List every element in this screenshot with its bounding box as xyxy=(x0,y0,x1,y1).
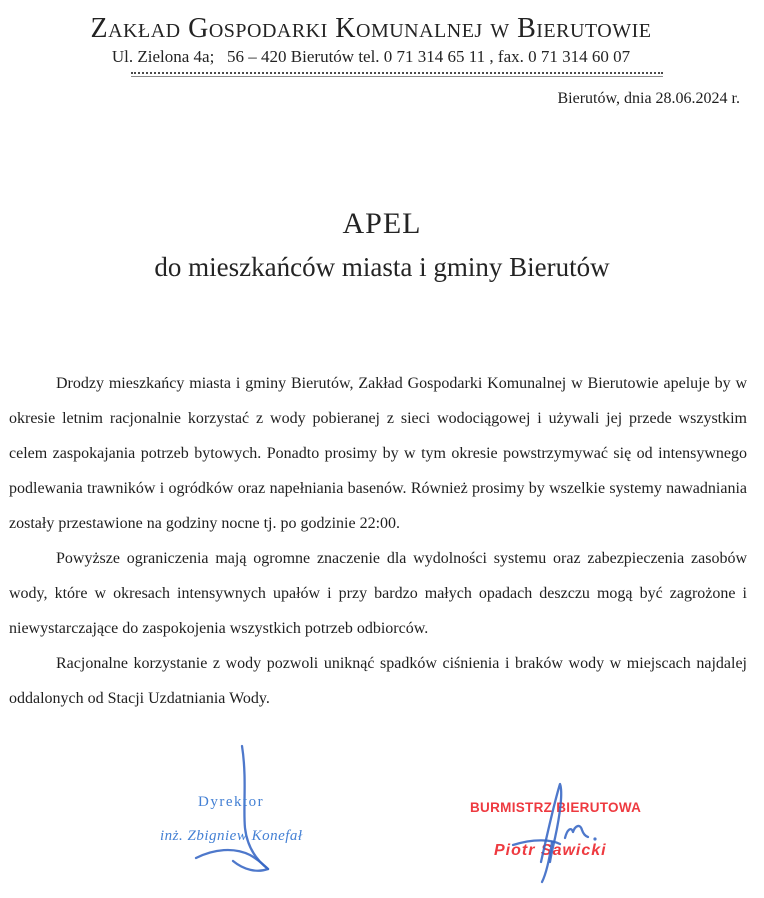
letterhead xyxy=(0,12,753,68)
mayor-role-stamp: BURMISTRZ BIERUTOWA xyxy=(470,800,642,815)
body-paragraph: Drodzy mieszkańcy miasta i gminy Bierutów, Zakład Gospodarki Komunalnej w Bierutowie apeluje by w okresie letnim racjonalnie korzystać z wody pobieranej z sieci wodociągowej i używali jej przede wszystkim celem zaspokajania potrzeb bytowych. Ponadto prosimy by w tym okresie powstrzymywać się od intensywnego podlewania trawników i ogródków oraz napełniania basenów. Również prosimy by wszelkie systemy nawadniania zostały przestawione na godziny nocne tj. po godzinie 22:00. xyxy=(9,375,747,532)
director-role-stamp: Dyrektor xyxy=(198,794,265,810)
body-paragraph: Racjonalne korzystanie z wody pozwoli uniknąć spadków ciśnienia i braków wody w miejscach najdalej oddalonych od Stacji Uzdatniania Wody. xyxy=(9,655,747,707)
title-block xyxy=(0,207,764,283)
organization-address: Ul. Zielona 4a; 56 – 420 Bierutów tel. 0 71 314 65 11 , fax. 0 71 314 60 07 xyxy=(111,47,631,66)
signature-block-director xyxy=(150,733,350,888)
mayor-name-stamp: Piotr Sawicki xyxy=(494,842,607,859)
letter-title: APEL xyxy=(342,207,422,240)
letterhead-divider xyxy=(131,72,663,77)
letter-subtitle: do mieszkańców miasta i gminy Bierutów xyxy=(154,252,610,282)
body-paragraph: Powyższe ograniczenia mają ogromne znaczenie dla wydolności systemu oraz zabezpieczenia zasobów wody, które w okresach intensywnych upałów i przy bardzo małych opadach deszczu mogą być zagrożone i niewystarczające do zaspokojenia wszystkich potrzeb odbiorców. xyxy=(9,550,747,637)
date-line: Bierutów, dnia 28.06.2024 r. xyxy=(557,90,740,107)
organization-name: Zakład Gospodarki Komunalnej w Bierutowie xyxy=(90,13,652,44)
signature-block-mayor xyxy=(455,738,685,888)
director-name-stamp: inż. Zbigniew Konefał xyxy=(160,828,303,844)
pen-signature-mayor xyxy=(455,738,685,888)
letter-body xyxy=(9,366,747,716)
